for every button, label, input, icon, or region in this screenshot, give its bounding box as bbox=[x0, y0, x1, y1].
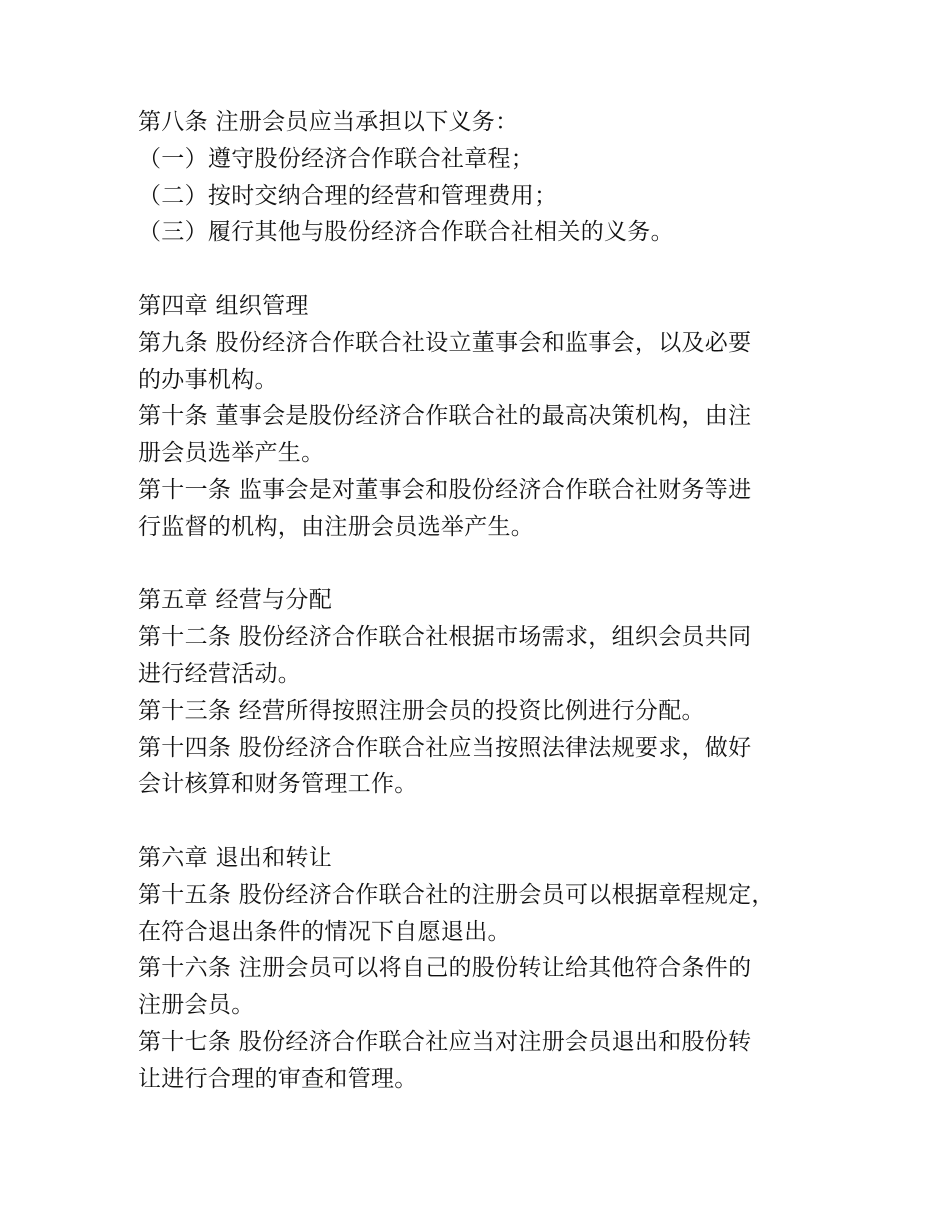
article-16-line-2: 注册会员。 bbox=[138, 992, 255, 1019]
article-17-line-1: 第十七条 股份经济合作联合社应当对注册会员退出和股份转 bbox=[138, 1028, 752, 1055]
article-16-line-1: 第十六条 注册会员可以将自己的股份转让给其他符合条件的 bbox=[138, 955, 752, 982]
obligation-item-2: （二）按时交纳合理的经营和管理费用； bbox=[138, 182, 558, 209]
article-9-line-1: 第九条 股份经济合作联合社设立董事会和监事会，以及必要 bbox=[138, 329, 752, 356]
chapter-4-organization bbox=[138, 288, 838, 546]
article-9-line-2: 的办事机构。 bbox=[138, 366, 278, 393]
article-17-line-2: 让进行合理的审查和管理。 bbox=[138, 1065, 418, 1092]
article-14-line-1: 第十四条 股份经济合作联合社应当按照法律法规要求，做好 bbox=[138, 734, 752, 761]
paragraph-gap bbox=[138, 546, 838, 583]
chapter-6-title: 第六章 退出和转让 bbox=[138, 844, 333, 871]
paragraph-gap bbox=[138, 251, 838, 288]
article-10-line-2: 册会员选举产生。 bbox=[138, 440, 325, 467]
article-12-line-2: 进行经营活动。 bbox=[138, 660, 302, 687]
chapter-4-title: 第四章 组织管理 bbox=[138, 292, 309, 319]
article-11-line-1: 第十一条 监事会是对董事会和股份经济合作联合社财务等进 bbox=[138, 476, 752, 503]
chapter-6-withdrawal bbox=[138, 840, 838, 1098]
article-10-line-1: 第十条 董事会是股份经济合作联合社的最高决策机构，由注 bbox=[138, 403, 752, 430]
article-11-line-2: 行监督的机构，由注册会员选举产生。 bbox=[138, 513, 535, 540]
obligation-item-1: （一）遵守股份经济合作联合社章程； bbox=[138, 145, 535, 172]
obligation-item-3: （三）履行其他与股份经济合作联合社相关的义务。 bbox=[138, 219, 674, 246]
paragraph-gap bbox=[138, 803, 838, 840]
document-page bbox=[138, 104, 838, 1098]
section-obligations bbox=[138, 104, 838, 251]
chapter-5-operation bbox=[138, 582, 838, 803]
article-15-line-1: 第十五条 股份经济合作联合社的注册会员可以根据章程规定， bbox=[138, 881, 775, 908]
chapter-5-title: 第五章 经营与分配 bbox=[138, 587, 333, 614]
article-15-line-2: 在符合退出条件的情况下自愿退出。 bbox=[138, 918, 511, 945]
article-14-line-2: 会计核算和财务管理工作。 bbox=[138, 771, 418, 798]
article-8-heading: 第八条 注册会员应当承担以下义务： bbox=[138, 109, 519, 135]
article-13-line-1: 第十三条 经营所得按照注册会员的投资比例进行分配。 bbox=[138, 697, 705, 724]
article-12-line-1: 第十二条 股份经济合作联合社根据市场需求，组织会员共同 bbox=[138, 624, 752, 651]
